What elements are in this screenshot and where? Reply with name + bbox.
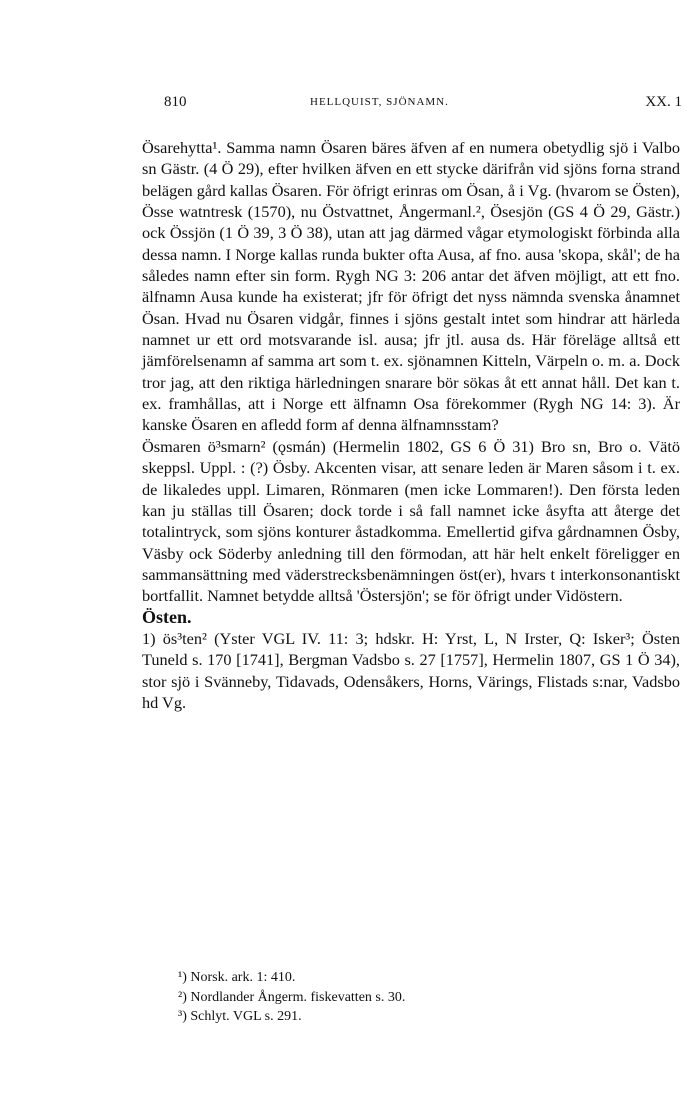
footnote-3: ³) Schlyt. VGL s. 291. [178,1009,302,1024]
footnotes [178,968,598,1027]
footnote-2: ²) Nordlander Ångerm. fiskevatten s. 30. [178,989,406,1005]
entry-osten: 1) ös³ten² (Yster VGL IV. 11: 3; hdskr. H: Yrst, L, N Irster, Q: Isker³; Östen Tuneld s. 170 [1741], Bergman Vadsbo s. 27 [1757], Hermelin 1807, GS 1 Ö 34), stor sjö i Svänneby, Tidavads, Odensåkers, Horns, Värings, Flistads s:nar, Vadsbo hd Vg. [142,628,680,712]
entry-heading-osten: Östen. [142,606,192,627]
running-title: HELLQUIST, SJÖNAMN. [310,96,449,108]
section-number: XX. 1 [645,94,682,110]
page-header [142,94,682,116]
page-number: 810 [164,94,187,110]
footnote-1: ¹) Norsk. ark. 1: 410. [178,970,296,985]
body-text [142,137,680,713]
entry-osmaren: Ösmaren ö³smarn² (ǫsmán) (Hermelin 1802, GS 6 Ö 31) Bro sn, Bro o. Vätö skeppsl. Uppl. : (?) Ösby. Akcenten visar, att senare leden är Maren såsom i t. ex. de likaledes uppl. Limaren, Rönmaren (men icke Lommaren!). Den första leden kan ju ställas till Ösaren; dock torde i så fall namnet icke åsyfta att återge det totalintryck, som sjöns konturer åstadkomma. Emellertid gifva gårdnamnen Ösby, Väsby ock Söderby anledning till den förmodan, att här helt enkelt föreligger en sammansättning med väderstrecksbenämningen öst(er), hvars t interkonsonantiskt bortfallit. Namnet betydde alltså 'Östersjön'; se för öfrigt under Vidöstern. [142,436,680,606]
paragraph-osarehytta: Ösarehytta¹. Samma namn Ösaren bäres äfven af en numera obetydlig sjö i Valbo sn Gästr. (4 Ö 29), efter hvilken äfven en ett stycke därifrån vid sjöns forna strand belägen gård kallas Ösaren. För öfrigt erinras om Ösan, å i Vg. (hvarom se Östen), Össe watntresk (1570), nu Östvattnet, Ångermanl.², Ösesjön (GS 4 Ö 29, Gästr.) ock Össjön (1 Ö 39, 3 Ö 38), utan att jag därmed vågar etymologiskt förbinda alla dessa namn. I Norge kallas runda bukter ofta Ausa, af fno. ausa 'skopa, skål'; de ha således namn efter sin form. Rygh NG 3: 206 antar det äfven möjligt, att ett fno. älfnamn Ausa kunde ha existerat; jfr för öfrigt det nyss nämnda svenska ånamnet Ösan. Hvad nu Ösaren vidgår, finnes i sjöns gestalt intet som hindrar att härleda namnet ur ett ord motsvarande isl. ausa; jfr jtl. ausa ds. Här föreläge alltså ett jämförelsenamn af samma art som t. ex. sjönamnen Kitteln, Värpeln o. m. a. Dock tror jag, att den riktiga härledningen snarare bör sökas åt ett annat håll. Det kan t. ex. framhållas, att i Norge ett älfnamn Osa förekommer (Rygh NG 14: 3). Är kanske Ösaren en afledd form af denna älfnamnsstam? [142,138,680,435]
